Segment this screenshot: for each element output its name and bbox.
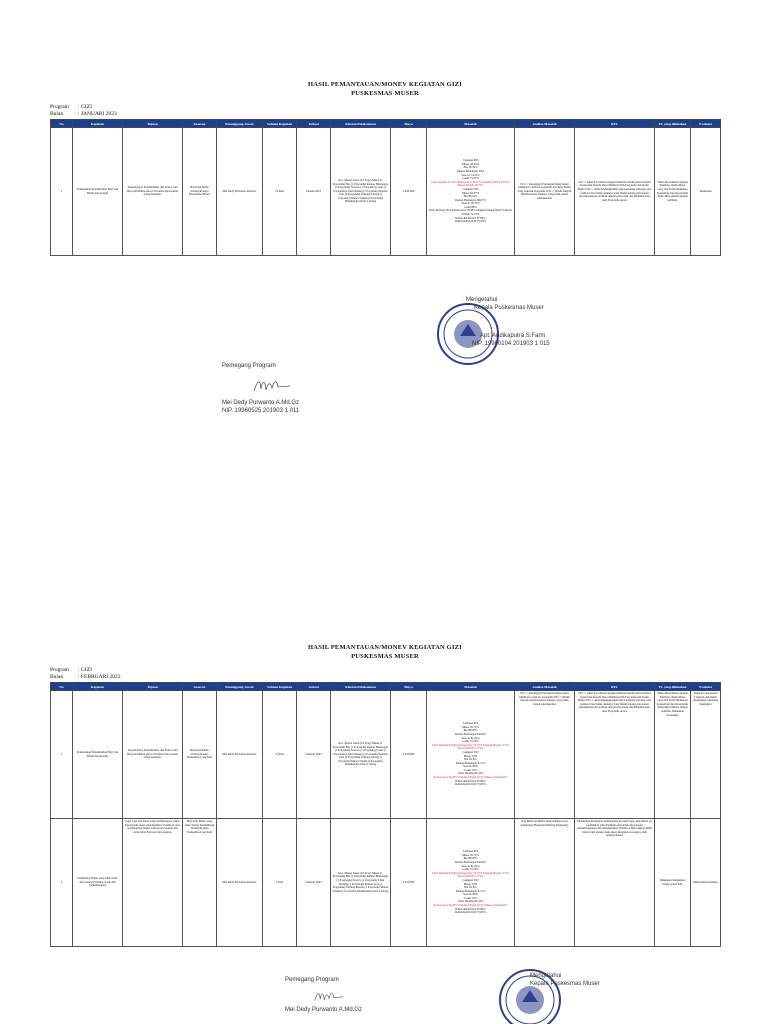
monitoring-table: [50, 682, 721, 947]
masalah-line: Libur Dadang 64.90% Rantau Aras 76.19% Tanjung Pinang 57.5% Muara Sindeh 57.75%: [431, 870, 510, 879]
col-header: Volume Kegiatan: [263, 120, 297, 128]
masalah-line: Libur Dadang 45.24% Rantau Aras 36.51% Tanjung Pinang 32.95% Muara Sindeh 56.76%: [431, 179, 510, 188]
col-header: Volume Kegiatan: [263, 683, 297, 691]
masalah-line: Sawoto 86%: [463, 764, 478, 769]
masalah-line: Bar 88.20%: [463, 728, 478, 733]
cell-biaya: 2.810.000: [391, 128, 427, 256]
col-header: No: [51, 683, 73, 691]
masalah-line: Cakupan D/S: [462, 158, 479, 163]
masalah-line: Cakupan N/D: [462, 186, 479, 191]
col-header: Sasaran: [183, 683, 217, 691]
masalah-line: RATA-RATA D/S 63.82%: [455, 906, 486, 911]
col-header: TL yang dilakukan: [655, 120, 691, 128]
col-header: Kegiatan: [73, 120, 123, 128]
cell-biaya: 6.555.000: [391, 819, 427, 947]
cell-rtl: D/S -> Akan Koordinasi dengan Pembina untuk berkoordinasi Lurah Dan Kepala Desa Membuat WA Posyandu dan Kader Balita N/D -> Akan Meningkatkan lagi konseling terhadap para peminat dan tindak anaknya yang masih kurang gizi sesuai rekomendasi Koordinasi dengan posyandu dan Melatih kader oleh Posyandu secara: [575, 691, 655, 819]
masalah-line: Libur Dadang 64.90% Rantau Aras 76.19% Tanjung Pinang 57.5% Muara Sindeh 57.75%: [431, 742, 510, 751]
col-header: Rincian Pelaksanaan: [331, 683, 391, 691]
cell-masalah: [427, 128, 515, 256]
report-title: HASIL PEMANTAUAN/MONEV KEGIATAN GIZI PUSKESMAS MUSER: [308, 81, 462, 97]
cell-sasaran: Bayi Dan Balita yang tidak datang memimbang diwilayah kerja Puskesmas Long Kali: [183, 819, 217, 947]
cell-jadwal: Februari 2023: [297, 691, 331, 819]
masalah-line: RATA-RATA D/S 57.96%: [455, 215, 486, 220]
cell-analisa: D/S -> Kurangnya Partisipasi Masyarakat Membawa anak ke posyandu dan Bayi Balita Lagi Sekolah Posyandu N/D -> Masih banyak membawakan anaknya yang tidak sesuai rekomendasi: [515, 128, 575, 256]
masalah-line: Libur Dadang 58% Rantau Aras 78.38% Tanjung Pinang 66.67% Muara Sindeh 71.25%: [428, 208, 513, 217]
col-header: Analisa Masalah: [515, 683, 575, 691]
cell-sasaran: Bayi Dan Balita diwilayah kerja Puskesmas Muser: [183, 128, 217, 256]
cell-no: 2: [51, 819, 73, 947]
cell-rincian: Kec. Muara Sanas (10 Posy) Muser (1 Posyandu) Bar (1 Posyandu) Rantau Bantangan (1 Posyandu) Sawoto (1 Posyandu) Laam (1 Posyandu) Libur Dadang (1 Posyandu) Rantau Aras (2 Posyandu) Tanjung Pinang (1 Posyandu) Muara Sindeh (1Posyandu) Didukundun Olok 2 Orang: [331, 691, 391, 819]
cell-jadwal: Februari 2023: [297, 819, 331, 947]
col-header: RTL: [575, 120, 655, 128]
report-meta: Program : GIZI Bulan : JANUARI 2023: [50, 104, 117, 117]
masalah-line: Sawoto 74.25%: [461, 172, 480, 177]
col-header: Tujuan: [123, 683, 183, 691]
cell-volume: 2 Kali: [263, 819, 297, 947]
table-header-row: [51, 120, 721, 128]
report-title: HASIL PEMANTAUAN/MONEV KEGIATAN GIZI PUSKESMAS MUSER: [308, 644, 462, 660]
cell-rincian: Kec. Muara Sanas (10 Posy) Muser (1 Posyandu) Bar (1 Posyandu) Rantau Bantangan (1 Posyandu) Sawoto (1 Posyandu) Laam (1 Posyandu) Libur Dadang (1 Posyandu) Rantau Aras (2 Posyandu) Tanjung Pinang (1 Posyandu) Muara Sindeh (1Posyandu) Didukundun Olok 2 Orang: [331, 128, 391, 256]
cell-sasaran: Bayi Dan Balita diwilayah kerja Puskesmas Long Kali: [183, 691, 217, 819]
col-header: Analisa Masalah: [515, 120, 575, 128]
masalah-line: Laam 70%: [464, 767, 477, 772]
masalah-line: Cakupan N/D: [462, 749, 479, 754]
cell-analisa: Ada Beberapa Balita tidak ditempat saat kunjungan (Bepergian/Pulang Kampung): [515, 819, 575, 947]
masalah-line: Laam 73.25%: [462, 176, 479, 181]
cell-tujuan: Terpantaunya Pertumbuhan dan Status Gizi Bayi dan Balita usia 0-59 bulan diposyandu setiap bulannya: [123, 128, 183, 256]
masalah-line: Muser 62.37%: [461, 190, 480, 195]
cell-volume: 12 Kali: [263, 691, 297, 819]
masalah-line: Sawoto 61.24%: [461, 863, 480, 868]
signature-block-program-holder: Pemegang Program Mei Dedy Purwanto A.Md.Gz: [285, 977, 363, 1013]
masalah-line: Bar 81.8%: [464, 757, 477, 762]
masalah-line: Rantau Bantangan 64%: [456, 168, 485, 173]
col-header: Rincian Pelaksanaan: [331, 120, 391, 128]
masalah-line: Muser 70%: [463, 753, 478, 758]
col-header: Kegiatan: [73, 683, 123, 691]
cell-tl: Dilakukan Kunjungan Ulang sesuai RTL: [655, 819, 691, 947]
cell-tujuan: Terpantaunya Pertumbuhan dan Status Gizi Bayi dan Balita usia 0-59 bulan diposyandu setiap bulannya: [123, 691, 183, 819]
cell-evaluasi: Masih tidak ditempat: [691, 819, 721, 947]
masalah-line: Cakupan N/D: [462, 877, 479, 882]
masalah-line: Cakupan D/S: [462, 721, 479, 726]
col-header: Biaya: [391, 120, 427, 128]
masalah-line: Laam 70%: [464, 895, 477, 900]
col-header: Masalah: [427, 683, 515, 691]
cell-evaluasi: Terlaksana: [691, 128, 721, 256]
cell-tujuan: Agar bayi dan balita yang tertimbang ke balita diposyandu setiap mendapatkan Vitamin A serta terpantaunya Status Gizi secara berkala dan pada bulan Februari dan Agustus: [123, 819, 183, 947]
masalah-line: Libur Dadang 83.33%: [457, 771, 484, 776]
cell-pj: Mei Dedy Purwanto Amd.Gz: [217, 691, 263, 819]
col-header: RTL: [575, 683, 655, 691]
cell-evaluasi: Tinjauan pencapaian Cakupan dan bukan sebelumnya Sekarang meningkat: [691, 691, 721, 819]
cell-masalah: [427, 819, 515, 947]
col-header: Evaluasi: [691, 683, 721, 691]
col-header: Penanggung Jawab: [217, 683, 263, 691]
cell-rtl: Melakukan kunjungan rumah ulang ke kader agar anak diberi vit pendidikan yaitu Pembina dan untuk diposyandu penimbangannya dan mendapatkan Vitamin A Bila sampai Akhir bulan tidak datang maka akan dianulasi kosongnya oleh petugas/Kader: [575, 819, 655, 947]
masalah-line: Rantau Bantangan 61.5%: [455, 760, 486, 765]
table-row: [51, 691, 721, 819]
cell-kegiatan: Pemantauan Pertumbuhan Bayi dan Balita diposyandu: [73, 128, 123, 256]
col-header: Penanggung Jawab: [217, 120, 263, 128]
masalah-line: RATA-RATA N/D 75.60%: [455, 782, 486, 787]
masalah-line: Rantau Bantangan 63.90%: [455, 731, 486, 736]
col-header: Jadwal: [297, 120, 331, 128]
handwritten-signature-icon: [309, 988, 349, 1004]
cell-no: 1: [51, 128, 73, 256]
masalah-line: Muser 85.72%: [461, 852, 480, 857]
cell-jadwal: Januari 2023: [297, 128, 331, 256]
masalah-line: Bar 81.8%: [464, 885, 477, 890]
table-row: [51, 128, 721, 256]
table-row: [51, 819, 721, 947]
masalah-line: Muser 70%: [463, 881, 478, 886]
masalah-line: Bar 88.16%: [463, 194, 478, 199]
masalah-line: Libur Dadang 83.33%: [457, 899, 484, 904]
report-february: [50, 643, 720, 947]
cell-rincian: Kec. Muara Sanas (10 Posy) Muser (1 Posyandu) Bar (1 Posyandu) Rantau Bantangan (1 Posyandu) Sawoto (1 Posyandu) Libur Dadang (1 Posyandu) Rantau Aras (2 Posyandu) Tanjung Pinang (1 Posyandu) Muara Sindeh (1 Posyandu) Didukundun Olok 2 Orang: [331, 819, 391, 947]
signature-block-head: Mengetahui Kepala Puskesmas Muser Apt. Andikaputra S.Farm NIP. 19900104 201903 1 015: [466, 297, 550, 347]
cell-masalah: [427, 691, 515, 819]
masalah-line: Sawoto 61.24%: [461, 735, 480, 740]
report-january: [50, 80, 720, 256]
masalah-line: Bar 29.76%: [463, 165, 478, 170]
col-header: Tujuan: [123, 120, 183, 128]
cell-tl: Telah dikoordinasi dengan Pembina, Telah dibuat Grup WA Telah dilakukan Konseling dan diposyandu Telah dikoordinasi dengan pembina Dilakukan Konseling: [655, 691, 691, 819]
report-meta: Program : GIZI Bulan : FEBRUARI 2023: [50, 667, 121, 680]
masalah-line: Muser 85.72%: [461, 724, 480, 729]
table-header-row: [51, 683, 721, 691]
signature-block-program-holder: Pemegang Program Mei Dedy Purwanto A.Md.Gz NIP. 19960525 201903 1 011: [222, 363, 300, 414]
masalah-line: Rantau Bantangan 61.5%: [455, 888, 486, 893]
masalah-line: Laam 86%: [464, 204, 477, 209]
cell-analisa: D/S -> Kurangnya Partisipasi Masyarakat Membawa anak ke posyandu N/D -> Masih banyak membawakan anaknya yang tidak sesuai rekomendasi: [515, 691, 575, 819]
col-header: Sasaran: [183, 120, 217, 128]
masalah-line: RATA-RATA N/D 75.60%: [455, 219, 486, 224]
col-header: Jadwal: [297, 683, 331, 691]
cell-kegiatan: Pemantauan Pertumbuhan Bayi dan Balita diposyandu: [73, 691, 123, 819]
col-header: Masalah: [427, 120, 515, 128]
col-header: Evaluasi: [691, 120, 721, 128]
signature-block-head: Mengetahui Kepala Puskesmas Muser: [530, 973, 600, 987]
cell-volume: 12 Kali: [263, 128, 297, 256]
col-header: Biaya: [391, 683, 427, 691]
masalah-line: Laam 72.45%: [462, 867, 479, 872]
masalah-line: RATA-RATA N/D 75.60%: [455, 910, 486, 915]
masalah-line: RATA-RATA D/S 63.82%: [455, 778, 486, 783]
masalah-line: Cakupan D/S: [462, 849, 479, 854]
masalah-line: Rantau Bantangan 63.90%: [455, 859, 486, 864]
masalah-line: Rantau Aras 76.36% Tanjung Pinang 76.5% Muara Sindeh 50%: [433, 775, 508, 780]
cell-no: 1: [51, 691, 73, 819]
cell-pj: Mei Dedy Purwanto Amd.Gz: [217, 128, 263, 256]
masalah-line: Muser 43.94%: [461, 161, 480, 166]
masalah-line: Bar 88.20%: [463, 856, 478, 861]
masalah-line: Sawoto 86%: [463, 892, 478, 897]
masalah-line: Laam 72.45%: [462, 739, 479, 744]
cell-kegiatan: Penimbang Balita yang tidak hadir diposyandu (Vitamin A dan DO Penimbangan): [73, 819, 123, 947]
col-header: TL yang dilakukan: [655, 683, 691, 691]
masalah-line: Sawoto 78.15%: [461, 201, 480, 206]
masalah-line: Rantau Bantangan 66.67%: [455, 197, 486, 202]
cell-biaya: 2.810.000: [391, 691, 427, 819]
masalah-line: Rantau Aras 76.36% Tanjung Pinang 76.5% Muara Sindeh 50%: [433, 903, 508, 908]
monitoring-table: [50, 119, 721, 256]
cell-rtl: D/S -> Akan Koordinasi dengan Pembina untuk berkoordinasi Lurah Dan Kepala Desa Membuat WA Posyandu dan Kader Balita N/D -> Akan Meningkatkan lagi konseling terhadap para peminat dan tindak anaknya yang masih kurang gizi sesuai rekomendasi Koordinasi dengan posyandu dan Melatih kader oleh Posyandu secara: [575, 128, 655, 256]
col-header: No: [51, 120, 73, 128]
cell-pj: Mei Dedy Purwanto Amd.Gz: [217, 819, 263, 947]
cell-tl: Telah dikoordinasi dengan Pembina, Telah dibuat Grup WA Telah dilakukan Konseling dan diposyandu Telah dikoordinasi dengan pembina: [655, 128, 691, 256]
handwritten-signature-icon: [252, 375, 292, 395]
